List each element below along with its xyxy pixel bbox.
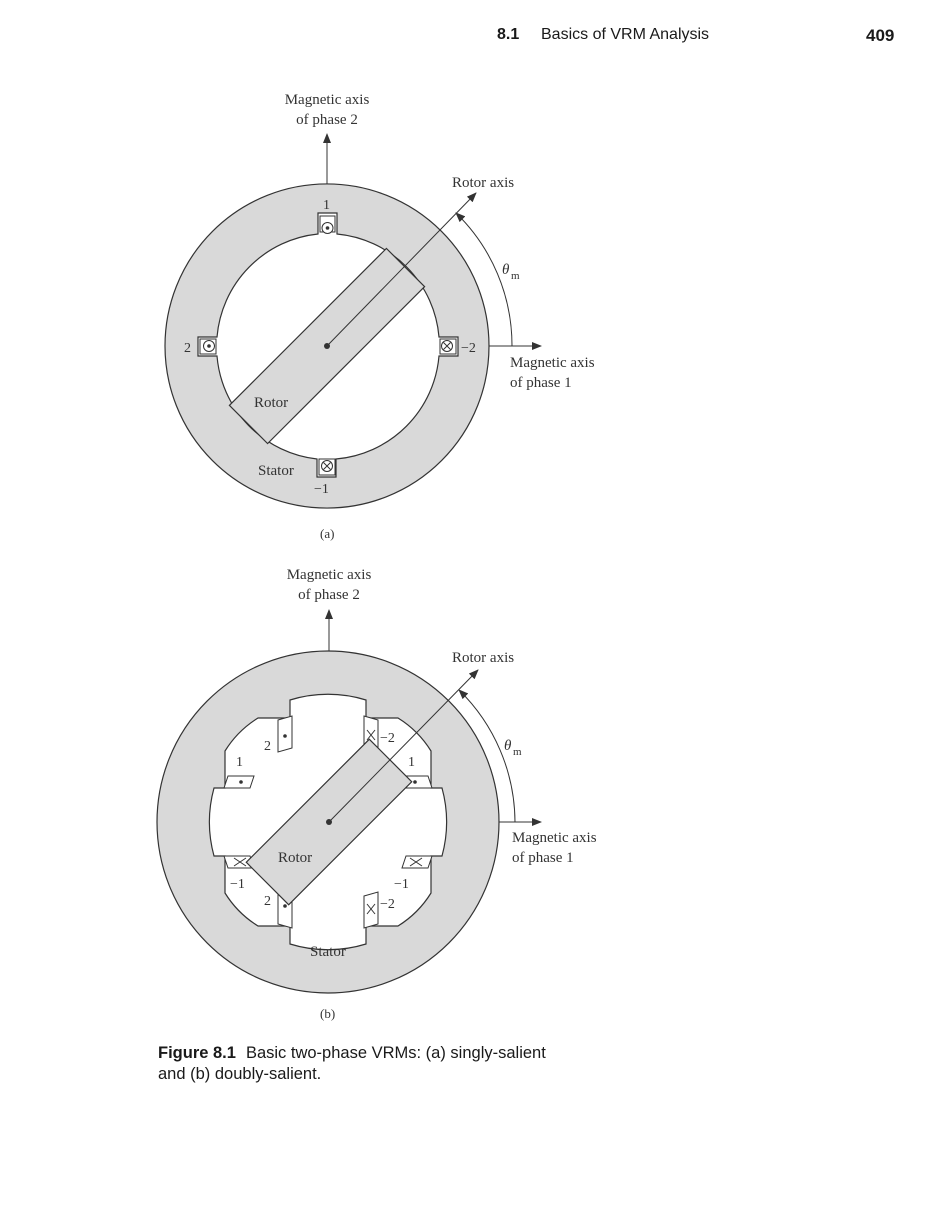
- figure-caption: [158, 1043, 546, 1064]
- phase1-axis-label-a: Magnetic axis: [510, 355, 595, 371]
- section-title: Basics of VRM Analysis: [541, 26, 710, 43]
- coil-bottom-label-a: −1: [314, 482, 329, 497]
- pole-ll-label-a: −1: [230, 877, 245, 892]
- phase2-axis-label-b: Magnetic axis: [286, 567, 372, 583]
- phase1-axis-label2-b: of phase 1: [512, 850, 574, 866]
- phase2-axis-label-a: Magnetic axis: [284, 92, 370, 108]
- figure-b: [157, 567, 597, 1021]
- phase1-axis-label2-a: of phase 1: [510, 375, 572, 391]
- coil-right-label-a: −2: [461, 341, 476, 356]
- stator-label-b: Stator: [310, 944, 346, 960]
- coil-right-a: [440, 339, 456, 354]
- section-number: 8.1: [497, 26, 520, 43]
- pole-ll-label-b: 2: [264, 894, 271, 909]
- pole-lr-label-a: −1: [394, 877, 409, 892]
- rotor-center-a: [324, 343, 330, 349]
- figure-caption-line2: and (b) doubly-salient.: [158, 1065, 322, 1083]
- rotor-label-a: Rotor: [254, 395, 289, 411]
- theta-label-a: θ: [502, 262, 510, 278]
- figure-a: [165, 92, 595, 541]
- pole-ur-label-b: 1: [408, 755, 415, 770]
- theta-sub-b: m: [513, 746, 522, 758]
- phase2-axis-label2-b: of phase 2: [298, 587, 360, 603]
- stator-label-a: Stator: [258, 463, 294, 479]
- rotor-center-b: [326, 819, 332, 825]
- theta-label-b: θ: [504, 738, 512, 754]
- sublabel-a: (a): [320, 526, 335, 541]
- coil-top-a: [320, 216, 335, 234]
- rotor-axis-label-b: Rotor axis: [452, 650, 515, 666]
- phase1-axis-label-b: Magnetic axis: [512, 830, 597, 846]
- sublabel-b: (b): [320, 1006, 336, 1021]
- coil-top-label-a: 1: [323, 198, 330, 213]
- rotor-axis-label-a: Rotor axis: [452, 175, 515, 191]
- pole-ur-label-a: −2: [380, 731, 395, 746]
- coil-bottom-a: [319, 459, 335, 475]
- pole-ul-label-b: 1: [236, 755, 243, 770]
- rotor-label-b: Rotor: [278, 850, 313, 866]
- pole-ul-label-a: 2: [264, 739, 271, 754]
- page-number: 409: [866, 26, 895, 45]
- coil-left-a: [200, 339, 216, 354]
- theta-sub-a: m: [511, 270, 520, 282]
- figure-caption-line1: Basic two-phase VRMs: (a) singly-salient: [245, 1044, 546, 1062]
- pole-lr-label-b: −2: [380, 897, 395, 912]
- coil-left-label-a: 2: [184, 341, 191, 356]
- phase2-axis-label2-a: of phase 2: [296, 112, 358, 128]
- figure-caption-label: Figure 8.1: [158, 1044, 236, 1062]
